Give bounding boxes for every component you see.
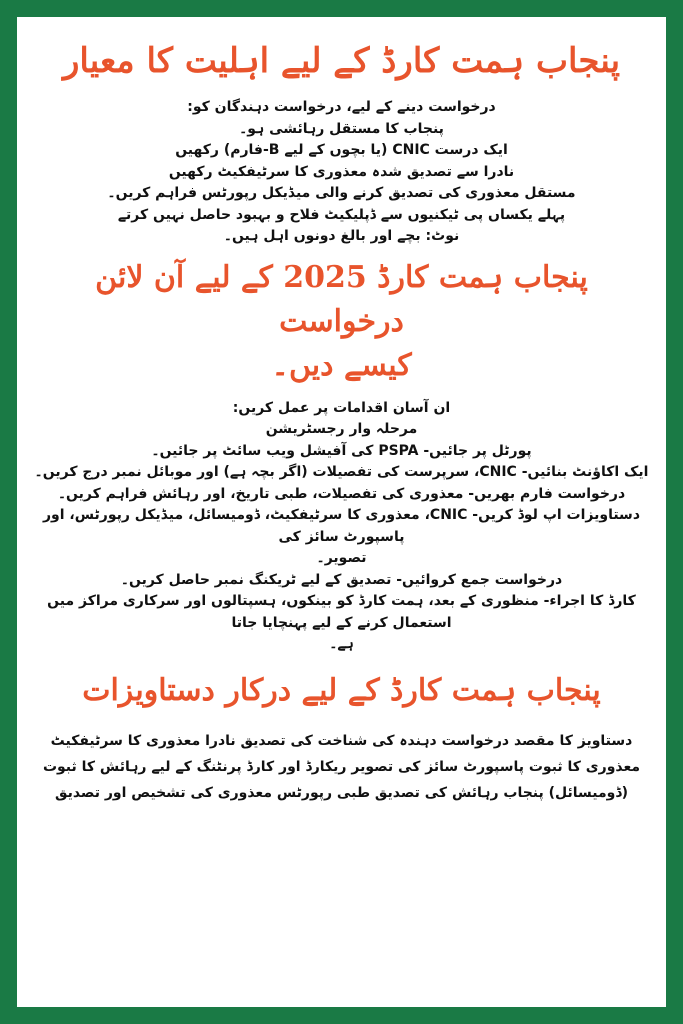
steps-intro: ان آسان اقدامات پر عمل کریں: [232,399,451,416]
eligibility-item: پنجاب کا مستقل رہائشی ہو۔ [239,120,444,137]
eligibility-item: مستقل معذوری کی تصدیق کرنے والی میڈیکل رپورٹس فراہم کریں۔ [107,185,576,201]
eligibility-heading: پنجاب ہمت کارڈ کے لیے اہلیت کا معیار [62,41,621,81]
eligibility-item: ایک درست CNIC (یا بچوں کے لیے B-فارم) رکھیں [175,142,508,158]
step-item: درخواست فارم بھریں- معذوری کی تفصیلات، طبی تاریخ، اور رہائش فراہم کریں۔ [57,485,626,502]
page-frame [17,17,666,1007]
eligibility-note: نوٹ: بچے اور بالغ دونوں اہل ہیں۔ [223,228,460,244]
step-item-cont: ہے۔ [329,636,354,652]
eligibility-intro: درخواست دینے کے لیے، درخواست دہندگان کو: [187,99,496,115]
eligibility-list [31,97,652,248]
required-documents-section [31,728,652,806]
step-item: دستاویزات اپ لوڈ کریں- CNIC، معذوری کا سرٹیفکیٹ، ڈومیسائل، میڈیکل رپورٹس، اور پاسپورٹ سائز کی [42,507,641,545]
step-item: درخواست جمع کروائیں- تصدیق کے لیے ٹریکنگ نمبر حاصل کریں۔ [120,571,563,588]
step-item: ایک اکاؤنٹ بنائیں- CNIC، سرپرست کی تفصیلات (اگر بچہ ہے) اور موبائل نمبر درج کریں۔ [34,464,649,480]
step-item: پورٹل پر جائیں- PSPA کی آفیشل ویب سائٹ پر جائیں۔ [151,442,532,459]
apply-online-heading-cont: کیسے دیں۔ [271,347,412,383]
eligibility-item: نادرا سے تصدیق شدہ معذوری کا سرٹیفکیٹ رکھیں [168,163,515,180]
article-content [17,35,666,806]
eligibility-item: پہلے یکساں پی ٹیکنیوں سے ڈپلیکیٹ فلاح و بہبود حاصل نہیں کرتے [117,206,566,223]
required-documents-paragraph: دستاویز کا مقصد درخواست دہندہ کی شناخت کی تصدیق نادرا معذوری کا سرٹیفکیٹ معذوری کا ثبوت پاسپورٹ سائز کی تصویر ریکارڈ اور کارڈ پرنٹنگ کے لیے رہائش کا ثبوت (ڈومیسائل) پنجاب رہائش کی تصدیق طبی رپورٹس معذوری کی تشخیص اور تصدیق [42,732,641,801]
step-item-cont: تصویر۔ [316,550,367,566]
apply-steps-list [31,398,652,656]
steps-subheading: مرحلہ وار رجسٹریشن [265,421,418,437]
apply-online-heading: پنجاب ہمت کارڈ 2025 کے لیے آن لائن درخواست [95,259,588,339]
step-item: کارڈ کا اجراء- منظوری کے بعد، ہمت کارڈ کو بینکوں، ہسپتالوں اور سرکاری مراکز میں استعمال کرنے کے لیے پہنچایا جاتا [47,593,636,631]
required-documents-heading: پنجاب ہمت کارڈ کے لیے درکار دستاویزات [82,672,601,708]
